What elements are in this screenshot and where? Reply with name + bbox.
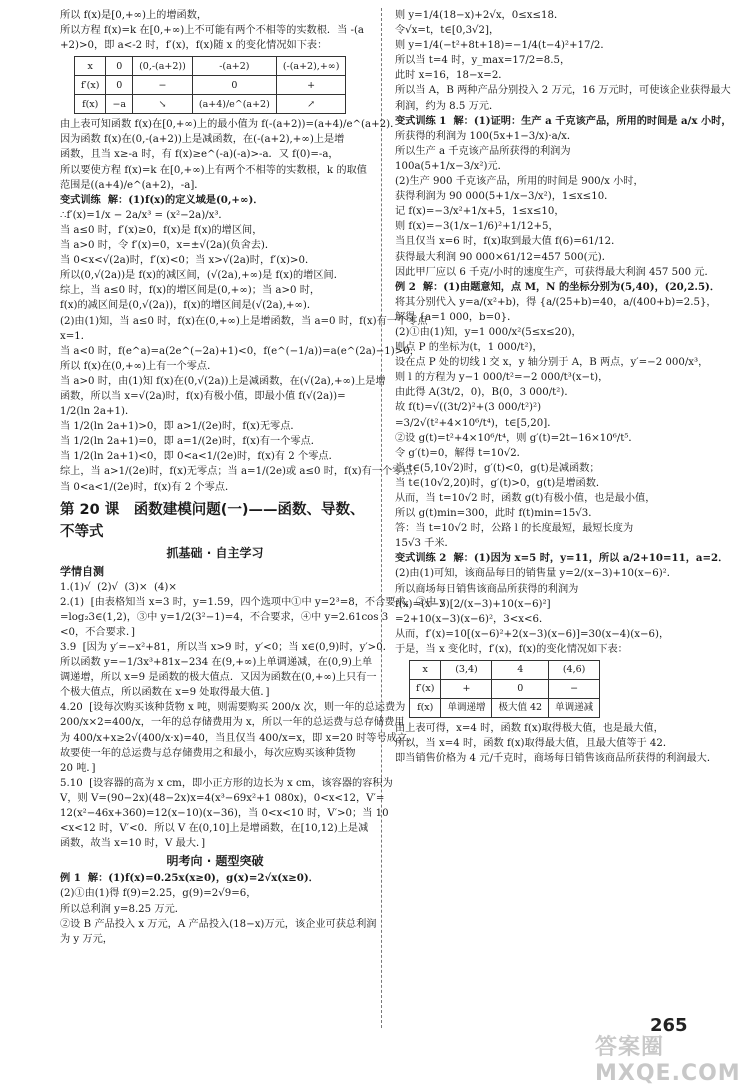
text-line: 答：当 t=10√2 时，公路 l 的长度最短，最短长度为 xyxy=(395,523,634,535)
text-line: 5.10 [设容器的高为 x cm，即小正方形的边长为 x cm，该容器的容积为 xyxy=(60,777,393,789)
text-line: 则点 P 的坐标为(t，1 000/t²)， xyxy=(395,342,543,354)
text-line: 变式训练 2 解：(1)因为 x=5 时，y=11，所以 a/2+10=11，a=2． xyxy=(395,552,729,565)
section-heading-examples: 明考向 · 题型突破 xyxy=(166,854,264,869)
text-line: 100a(5+1/x−3/x²)元． xyxy=(395,160,508,172)
text-line: f(x)=(x−3)[2/(x−3)+10(x−6)²] xyxy=(395,598,551,610)
table-cell: 0 xyxy=(106,57,133,76)
lesson-title: 第 20 课 函数建模问题(一)——函数、导数、不等式 xyxy=(60,501,365,540)
text-line: 则 l 的方程为 y−1 000/t²=−2 000/t³(x−t)， xyxy=(395,372,609,384)
text-line: 于是，当 x 变化时，f′(x)，f(x)的变化情况如下表： xyxy=(395,643,628,655)
table-cell: − xyxy=(549,680,600,699)
left-block-c xyxy=(60,193,428,495)
table-cell: (4,6) xyxy=(549,661,600,680)
table-cell: ↘ xyxy=(133,95,193,114)
text-line: 函数，所以当 x=√(2a)时，f(x)有极小值，即最小值 f(√(2a))= xyxy=(60,390,346,402)
text-line: 所以当 t=4 时，y_max=17/2=8.5， xyxy=(395,55,571,67)
right-block-b xyxy=(395,114,732,552)
variation-table-1 xyxy=(74,56,346,114)
left-block-a xyxy=(60,8,370,53)
left-block-b xyxy=(60,117,401,192)
text-line: f(x)的减区间是(0,√(2a))，f(x)的增区间是(√(2a),+∞)． xyxy=(60,300,318,312)
text-line: 所获得的利润为 100(5x+1−3/x)·a/x． xyxy=(395,130,578,142)
text-line: 当 t∈(10√2,20)时，g′(t)>0，g(t)是增函数． xyxy=(395,477,607,489)
text-line: (2)①由(1)得 f(9)=2.25，g(9)=2√9=6， xyxy=(60,888,257,900)
table-row xyxy=(410,699,600,718)
text-line: (2)由(1)可知，该商品每日的销售量 y=2/(x−3)+10(x−6)²． xyxy=(395,568,677,580)
text-line: 20 吨．] xyxy=(60,762,96,774)
watermark: 答案圈 MXQE.COM xyxy=(595,1035,741,1086)
text-line: 当 a<0 时，f(e^a)=a(2e^(−2a)+1)<0，f(e^(−1/a))=a(e^(2a)−1)>0， xyxy=(60,345,420,357)
text-line: 从而，f′(x)=10[(x−6)²+2(x−3)(x−6)]=30(x−4)(x−6)， xyxy=(395,628,670,640)
table-cell: 单调递增 xyxy=(441,699,492,718)
table-cell: (a+4)/e^(a+2) xyxy=(192,95,276,114)
text-line: 则 f(x)=−3(1/x−1/6)²+1/12+5， xyxy=(395,221,559,233)
text-line: 所以当 A，B 两种产品分别投入 2 万元，16 万元时，可使该企业获得最大 xyxy=(395,85,731,97)
text-line: 当 0<x<√(2a)时，f′(x)<0；当 x>√(2a)时，f′(x)>0． xyxy=(60,255,316,267)
table-cell: (0,-(a+2)) xyxy=(133,57,193,76)
text-line: 4.20 [设每次购买该种货物 x 吨，则需要购买 200/x 次，则一年的总运费为 xyxy=(60,702,406,714)
text-line: 所以，当 x=4 时，函数 f(x)取得最大值，且最大值等于 42． xyxy=(395,738,674,750)
text-line: 所以商场每日销售该商品所获得的利润为 xyxy=(395,583,579,595)
table-cell: (3,4) xyxy=(441,661,492,680)
text-line: 当 a>0 时，令 f′(x)=0，x=±√(2a)(负舍去)． xyxy=(60,240,276,252)
table-cell: 极大值 42 xyxy=(492,699,549,718)
right-block-a xyxy=(395,8,731,114)
text-line: 1/2(ln 2a+1)． xyxy=(60,406,136,418)
text-line: ∴f′(x)=1/x − 2a/x³ = (x²−2a)/x³． xyxy=(60,209,229,221)
text-line: 函数，故当 x=10 时，V 最大．] xyxy=(60,838,206,850)
text-line: 获得最大利润 90 000×61/12=457 500(元)． xyxy=(395,251,612,263)
text-line: 变式训练 解：(1)f(x)的定义域是(0,+∞)． xyxy=(60,193,264,206)
table-row xyxy=(410,680,600,699)
left-block-e xyxy=(60,871,377,946)
text-line: 当 1/2(ln 2a+1)<0，即 0<a<1/(2e)时，f(x)有 2 个零点． xyxy=(60,451,339,463)
table-cell: −a xyxy=(106,95,133,114)
text-line: <0，不合要求．] xyxy=(60,626,136,638)
text-line: 故要使一年的总运费与总存储费用之和最小，每次应购买该种货物 xyxy=(60,747,356,759)
text-line: 由上表可得，x=4 时，函数 f(x)取得极大值，也是最大值， xyxy=(395,723,664,735)
text-line: 当 1/2(ln 2a+1)>0，即 a>1/(2e)时，f(x)无零点． xyxy=(60,421,301,433)
table-cell: x xyxy=(410,661,441,680)
text-line: 12(x²−46x+360)=12(x−10)(x−36)，当 0<x<10 时，V′>0；当 10 xyxy=(60,808,389,820)
table-cell: − xyxy=(133,76,193,95)
text-line: 由上表可知函数 f(x)在[0,+∞)上的最小值为 f(-(a+2))=(a+4)/e^(a+2)． xyxy=(60,119,401,131)
table-cell: x xyxy=(75,57,106,76)
text-line: 1.(1)√ (2)√ (3)× (4)× xyxy=(60,581,177,593)
table-cell: f′(x) xyxy=(410,680,441,699)
text-line: 令√x=t，t∈[0,3√2]， xyxy=(395,25,500,37)
text-line: 利润，约为 8.5 万元． xyxy=(395,100,500,112)
text-line: 此时 x=16，18−x=2． xyxy=(395,70,509,82)
text-line: (2)由(1)知，当 a≤0 时，f(x)在(0,+∞)上是增函数，当 a=0 时，f(x)有一个零点 xyxy=(60,315,428,327)
text-line: 所以要使方程 f(x)=k 在[0,+∞)上有两个不相等的实数根，k 的取值 xyxy=(60,164,367,176)
table-cell: -(a+2) xyxy=(192,57,276,76)
right-block-d xyxy=(395,721,725,766)
text-line: 所以方程 f(x)=k 在[0,+∞)上不可能有两个不相等的实数根．当 -(a xyxy=(60,25,365,37)
text-line: 范围是((a+4)/e^(a+2)，-a]． xyxy=(60,179,205,191)
text-line: 函数，且当 x≥-a 时，有 f(x)≥e^(-a)(-a)>-a．又 f(0)=-a， xyxy=(60,149,339,161)
text-line: 当 0<a<1/(2e)时，f(x)有 2 个零点． xyxy=(60,481,236,493)
variation-table-2 xyxy=(409,660,600,718)
text-line: 由此得 A(3t/2，0)，B(0，3 000/t²)． xyxy=(395,387,575,399)
subheading-self-test: 学情自测 xyxy=(60,564,104,578)
text-line: 当 t∈(5,10√2)时，g′(t)<0，g(t)是减函数； xyxy=(395,462,600,474)
table-cell: + xyxy=(276,76,346,95)
text-line: 所以总利润 y=8.25 万元． xyxy=(60,903,185,915)
text-line: 令 g′(t)=0，解得 t=10√2． xyxy=(395,447,527,459)
text-line: (2)生产 900 千克该产品，所用的时间是 900/x 小时， xyxy=(395,176,644,188)
text-line: 从而，当 t=10√2 时，函数 g(t)有极小值，也是最小值， xyxy=(395,493,656,504)
text-line: 3.9 [因为 y′=−x²+81，所以当 x>9 时，y′<0；当 x∈(0,9)时，y′>0． xyxy=(60,642,393,653)
table-cell: 0 xyxy=(106,76,133,95)
text-line: ②设 g(t)=t²+4×10⁶/t⁴，则 g′(t)=2t−16×10⁶/t⁵． xyxy=(395,432,639,444)
table-cell: (-(a+2),+∞) xyxy=(276,57,346,76)
text-line: 变式训练 1 解：(1)证明：生产 a 千克该产品，所用的时间是 a/x 小时， xyxy=(395,114,732,127)
text-line: 所以生产 a 千克该产品所获得的利润为 xyxy=(395,145,571,157)
table-row xyxy=(410,661,600,680)
text-line: ②设 B 产品投入 x 万元，A 产品投入(18−x)万元，该企业可获总利润 xyxy=(60,918,377,930)
text-line: 当 a≤0 时，f′(x)≥0，f(x)是 f(x)的增区间， xyxy=(60,224,263,236)
table-row xyxy=(75,95,346,114)
text-line: 所以 f(x)是[0,+∞)上的增函数， xyxy=(60,10,208,21)
text-line: 综上，当 a>1/(2e)时，f(x)无零点；当 a=1/(2e)或 a≤0 时，f(x)有一个零点； xyxy=(60,466,423,478)
text-line: 为 y 万元， xyxy=(60,933,113,945)
text-line: x=1． xyxy=(60,330,91,342)
text-line: 为 400/x+x≥2√(400/x·x)=40，当且仅当 400/x=x，即 x=20 时等号成立， xyxy=(60,732,418,744)
text-line: 例 2 解：(1)由题意知，点 M，N 的坐标分别为(5,40)，(20,2.5)． xyxy=(395,280,721,293)
table-row xyxy=(75,76,346,95)
table-cell: + xyxy=(441,680,492,699)
text-line: 调递增，所以 x=9 是函数的极大值点．又因为函数在(0,+∞)上只有一 xyxy=(60,672,377,684)
text-line: 所以 g(t)min=300，此时 f(t)min=15√3． xyxy=(395,508,599,520)
text-line: 所以 f(x)在(0,+∞)上有一个零点． xyxy=(60,360,218,372)
text-line: <x<12 时，V′<0．所以 V 在(0,10]上是增函数，在[10,12)上是减 xyxy=(60,823,369,835)
table-row xyxy=(75,57,346,76)
table-cell: 单调递减 xyxy=(549,699,600,718)
text-line: 故 f(t)=√((3t/2)²+(3 000/t²)²) xyxy=(395,402,542,414)
text-line: 当 1/2(ln 2a+1)=0，即 a=1/(2e)时，f(x)有一个零点． xyxy=(60,436,321,448)
text-line: 因为函数 f(x)在(0,-(a+2))上是减函数，在(-(a+2),+∞)上是增 xyxy=(60,134,345,146)
text-line: 所以函数 y=−1/3x³+81x−234 在(9,+∞)上单调递减，在(0,9)上单 xyxy=(60,657,373,669)
table-cell: f(x) xyxy=(410,699,441,718)
page-number: 265 xyxy=(650,1015,688,1036)
column-divider xyxy=(381,8,382,1028)
table-cell: ↗ xyxy=(276,95,346,114)
text-line: 记 f(x)=−3/x²+1/x+5，1≤x≤10， xyxy=(395,206,565,218)
table-cell: f′(x) xyxy=(75,76,106,95)
text-line: 个极大值点，所以函数在 x=9 处取得最大值．] xyxy=(60,687,270,699)
text-line: 200/x×2=400/x，一年的总存储费用为 x，所以一年的总运费与总存储费用 xyxy=(60,717,405,729)
text-line: 即当销售价格为 4 元/千克时，商场每日销售该商品所获得的利润最大． xyxy=(395,753,718,765)
table-cell: 4 xyxy=(492,661,549,680)
text-line: 当 a>0 时，由(1)知 f(x)在(0,√(2a))上是减函数，在(√(2a),+∞)上是增 xyxy=(60,375,386,387)
text-line: 所以(0,√(2a))是 f(x)的减区间，(√(2a),+∞)是 f(x)的增区间． xyxy=(60,270,344,282)
text-line: 解得 {a=1 000，b=0}． xyxy=(395,311,518,323)
text-line: 获得利润为 90 000(5+1/x−3/x²)，1≤x≤10． xyxy=(395,191,615,203)
text-line: 综上，当 a≤0 时，f(x)的增区间是(0,+∞)；当 a>0 时， xyxy=(60,285,321,297)
section-heading-basics: 抓基础 · 自主学习 xyxy=(166,545,264,560)
text-line: 设在点 P 处的切线 l 交 x，y 轴分别于 A，B 两点，y′=−2 000/x³， xyxy=(395,357,709,369)
text-line: =3/2√(t²+4×10⁶/t⁴)，t∈[5,20]． xyxy=(395,417,558,429)
table-cell: 0 xyxy=(492,680,549,699)
text-line: +2)>0，即 a<-2 时，f′(x)，f(x)随 x 的变化情况如下表： xyxy=(60,40,328,52)
text-line: =log₂3∈(1,2)，③中 y=1/2(3²−1)=4，不合要求，④中 y=2.61cos 3 xyxy=(60,611,389,623)
text-line: (2)①由(1)知，y=1 000/x²(5≤x≤20)， xyxy=(395,326,582,338)
table-cell: 0 xyxy=(192,76,276,95)
right-column xyxy=(395,8,732,766)
text-line: 则 y=1/4(18−x)+2√x，0≤x≤18． xyxy=(395,10,565,21)
text-line: 将其分别代入 y=a/(x²+b)，得 {a/(25+b)=40，a/(400+b)=2.5}， xyxy=(395,296,717,308)
text-line: 例 1 解：(1)f(x)=0.25x(x≥0)，g(x)=2√x(x≥0)． xyxy=(60,872,319,885)
text-line: 因此甲厂应以 6 千克/小时的速度生产，可获得最大利润 457 500 元． xyxy=(395,266,715,278)
text-line: 15√3 千米． xyxy=(395,538,455,550)
text-line: 2.(1) [由表格知当 x=3 时，y=1.59，四个选项中①中 y=2³=8，不合要求，②中 y xyxy=(60,596,446,608)
text-line: =2+10(x−3)(x−6)²，3<x<6． xyxy=(395,613,550,625)
right-block-c xyxy=(395,551,729,657)
text-line: V，则 V=(90−2x)(48−2x)x=4(x³−69x²+1 080x)，0<x<12，V′= xyxy=(60,792,385,804)
text-line: 当且仅当 x=6 时，f(x)取到最大值 f(6)=61/12． xyxy=(395,236,622,248)
table-cell: f(x) xyxy=(75,95,106,114)
text-line: 则 y=1/4(−t²+8t+18)=−1/4(t−4)²+17/2． xyxy=(395,40,611,52)
